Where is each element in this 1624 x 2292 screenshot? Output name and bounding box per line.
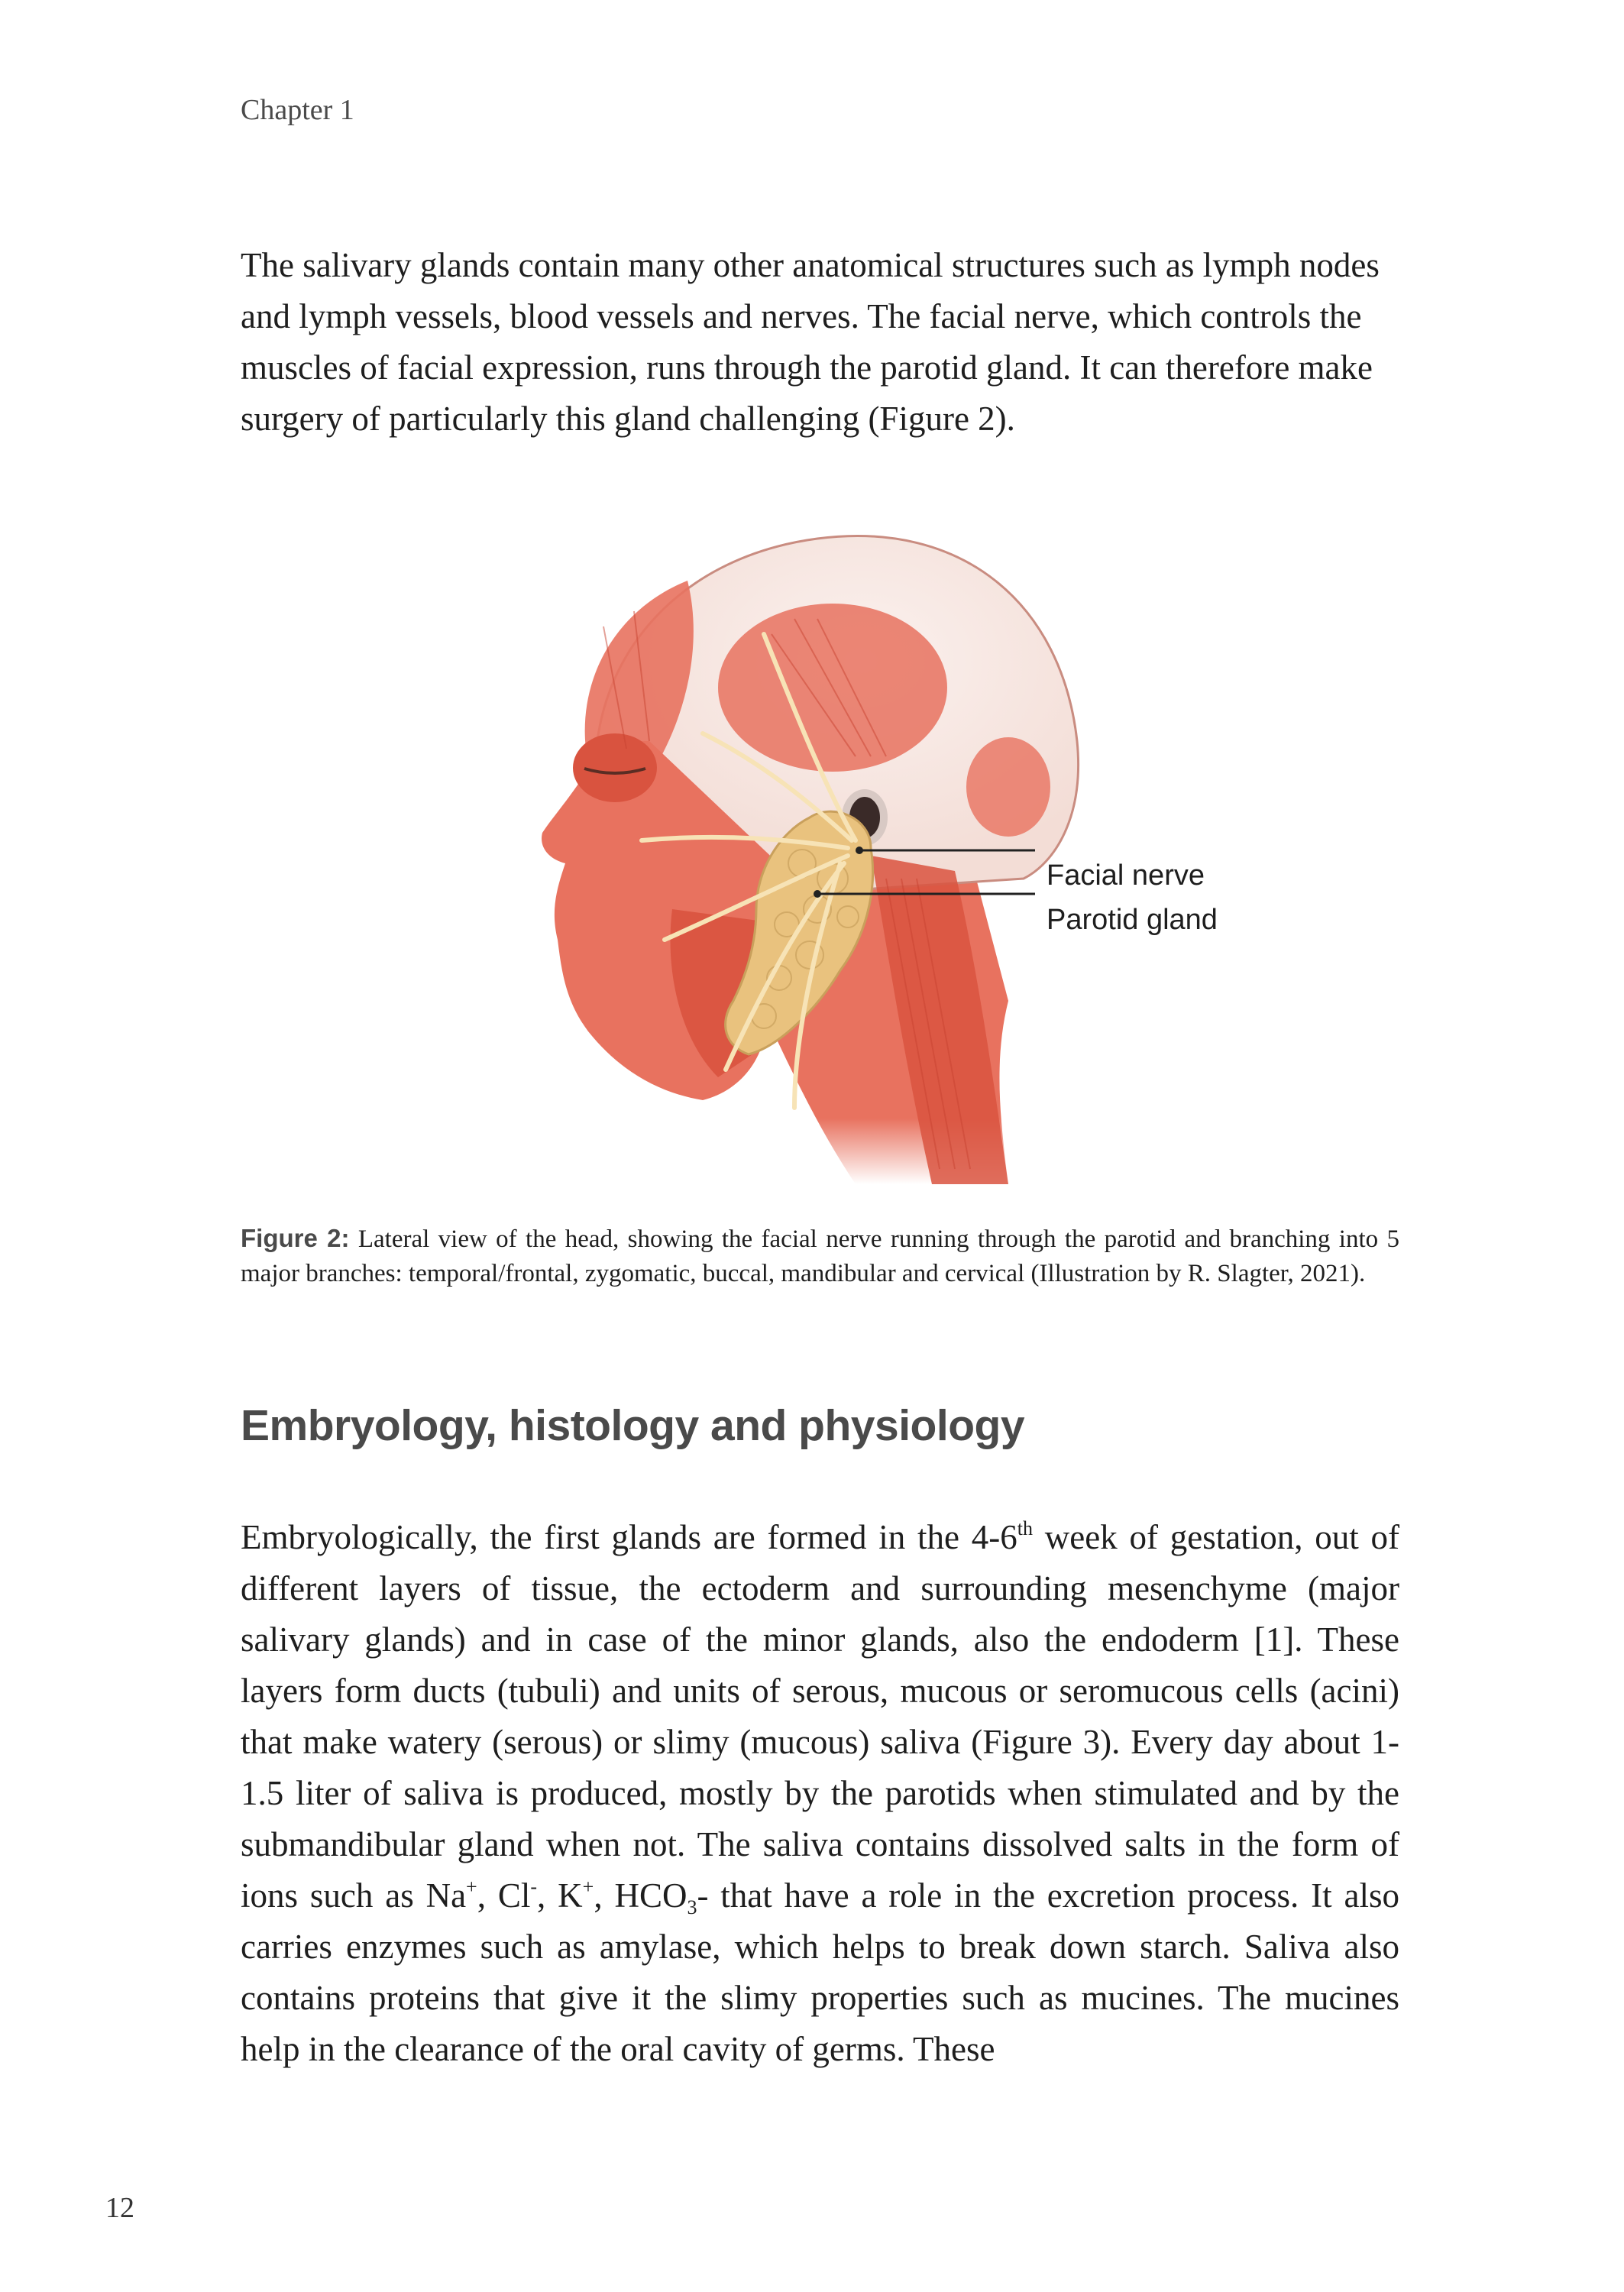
- facial-nerve-label: Facial nerve: [1047, 860, 1205, 892]
- section-paragraph: [241, 1512, 1399, 2075]
- section-heading: Embryology, histology and physiology: [241, 1401, 1025, 1450]
- text-run: week of gestation, out of different layers of tissue, the ectoderm and surrounding mesenchyme (major salivary glands) and in case of the minor glands, also the endoderm [1]. These layers form ducts (tubuli) and units of serous, mucous or seromucous cells (acini) that make watery (serous) or slimy (mucous) saliva (Figure 3). Every day about 1-1.5 liter of saliva is produced, mostly by the parotids when stimulated and by the submandibular gland when not. The saliva contains dissolved salts in the form of ions such as Na: [241, 1518, 1399, 1915]
- text-run: , HCO: [594, 1876, 687, 1915]
- text-run: , K: [537, 1876, 583, 1915]
- occipital-muscle: [966, 737, 1050, 837]
- superscript: -: [530, 1875, 538, 1898]
- head-illustration: [474, 512, 1237, 1199]
- figure-caption: [241, 1221, 1399, 1291]
- page-number: 12: [105, 2192, 134, 2224]
- superscript: th: [1017, 1517, 1033, 1539]
- text-run: - that have a role in the excretion process. It also carries enzymes such as amylase, which helps to break down starch. Saliva also contains proteins that give it the slimy properties such as mucines. The mucines help in the clearance of the oral cavity of germs. These: [241, 1876, 1399, 2068]
- superscript: +: [582, 1875, 594, 1898]
- running-head: Chapter 1: [241, 94, 354, 126]
- parotid-gland-label: Parotid gland: [1047, 904, 1218, 936]
- intro-paragraph: The salivary glands contain many other anatomical structures such as lymph nodes and lymph vessels, blood vessels and nerves. The facial nerve, which controls the muscles of facial expression, runs through the parotid gland. It can therefore make surgery of particularly this gland challenging (Figure 2).: [241, 246, 1380, 438]
- text-run: Embryologically, the first glands are formed in the 4-6: [241, 1518, 1017, 1556]
- subscript: 3: [687, 1896, 697, 1919]
- text-run: , Cl: [477, 1876, 531, 1915]
- superscript: +: [466, 1875, 477, 1898]
- figure-caption-label: Figure 2:: [241, 1224, 350, 1252]
- figure-caption-text: Lateral view of the head, showing the facial nerve running through the parotid and branching into 5 major branches: temporal/frontal, zygomatic, buccal, mandibular and cervical (Illustration by R. Slagter, 2021).: [241, 1225, 1399, 1287]
